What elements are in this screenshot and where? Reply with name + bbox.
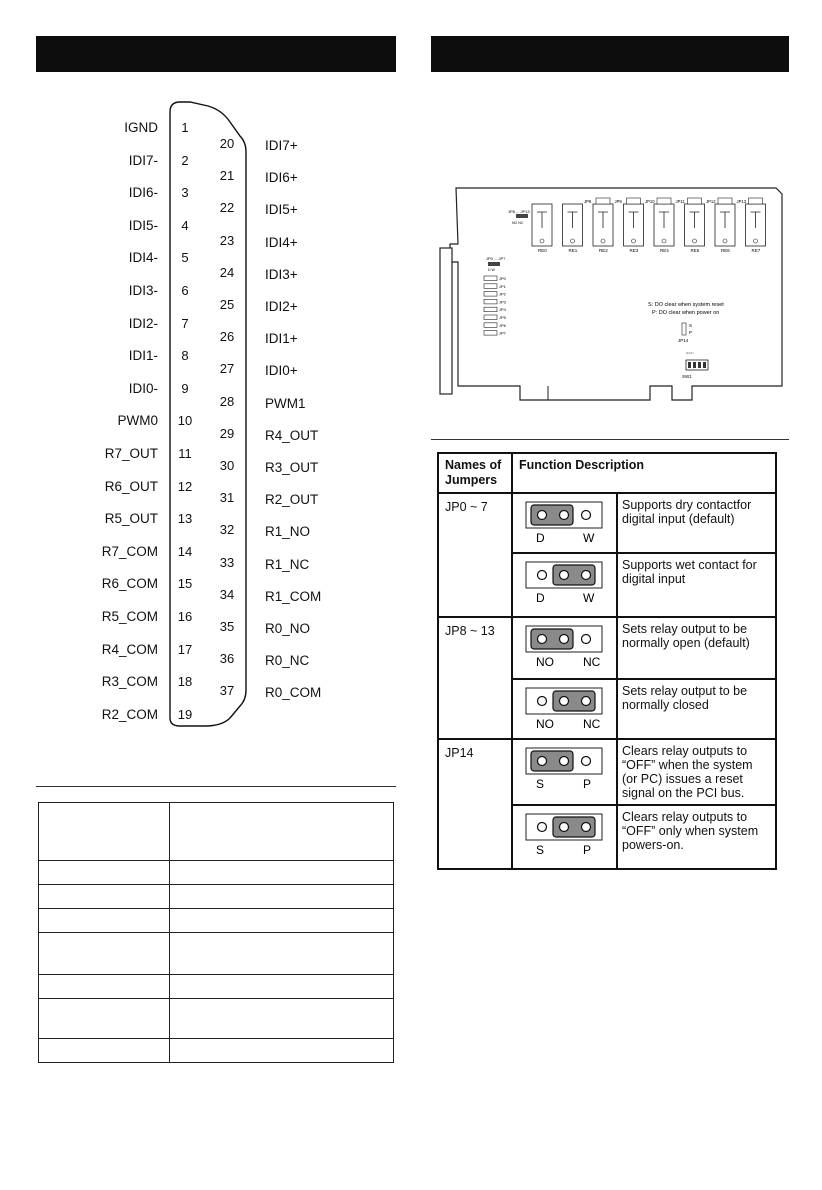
svg-text:NO: NO: [536, 655, 554, 669]
pin-label-35: R0_NO: [265, 621, 311, 636]
jumper-jp9: [615, 198, 641, 204]
jumper-pin: [560, 757, 569, 766]
section-divider-left: [36, 786, 396, 787]
jumper-jp5: [484, 315, 507, 320]
table-row: [39, 933, 394, 975]
pin-label-36: R0_NC: [265, 653, 310, 669]
pin-number-34: 34: [219, 586, 235, 602]
pin-number-12: 12: [177, 478, 193, 494]
pin-label-14: R7_COM: [101, 543, 158, 559]
pin-number-31: 31: [219, 490, 235, 506]
dw-label: D W: [488, 268, 495, 272]
pin-label-13: R5_OUT: [104, 511, 158, 527]
relay-re3: [624, 204, 644, 253]
svg-text:JP3: JP3: [499, 299, 506, 305]
pin-number-28: 28: [219, 393, 235, 409]
pin-number-18: 18: [177, 674, 193, 690]
jumper-pin: [538, 823, 547, 832]
jumper-pin: [582, 757, 591, 766]
pin-number-27: 27: [219, 361, 235, 377]
pin-label-25: IDI2+: [265, 299, 298, 314]
jumper-jp10: [645, 198, 671, 204]
pin-label-34: R1_COM: [265, 588, 322, 604]
svg-text:W: W: [583, 591, 595, 605]
pin-label-26: IDI1+: [265, 331, 298, 347]
pin-label-8: IDI1-: [128, 348, 158, 364]
table-row: [438, 617, 776, 679]
table-row: [39, 999, 394, 1039]
jumper-jp13: [737, 198, 763, 204]
left-header-bar: [36, 36, 396, 72]
jumper-group-name: JP14: [438, 739, 512, 869]
pin-number-4: 4: [181, 217, 189, 233]
pin-label-5: IDI4-: [128, 250, 158, 266]
svg-text:S: S: [536, 777, 545, 791]
pin-number-21: 21: [219, 168, 235, 184]
svg-text:P: P: [583, 843, 592, 857]
svg-text:JP10: JP10: [645, 199, 655, 204]
header-function-description: Function Description: [512, 453, 776, 493]
pin-number-7: 7: [181, 315, 189, 331]
pin-number-26: 26: [219, 329, 235, 345]
no-nc-label: NO NC: [512, 221, 524, 225]
jumper-pin: [560, 697, 569, 706]
svg-text:S: S: [689, 323, 693, 328]
svg-text:JP0: JP0: [499, 276, 506, 281]
pin-number-13: 13: [177, 511, 193, 527]
table-row: [438, 493, 776, 553]
svg-text:RE3: RE3: [629, 248, 639, 253]
svg-text:JP1: JP1: [499, 283, 506, 289]
pin-label-1: IGND: [124, 120, 158, 135]
jumper-setting-figure: [512, 679, 617, 739]
pin-number-37: 37: [219, 683, 235, 699]
svg-text:NC: NC: [583, 655, 601, 669]
jp-left-header: JP0 ... JP7: [486, 256, 506, 261]
jumper-function-description: Sets relay output to be normally open (default): [617, 617, 776, 679]
svg-text:RE2: RE2: [599, 248, 608, 253]
relay-re1: [563, 204, 583, 253]
pin-label-21: IDI6+: [265, 170, 298, 186]
svg-text:□□□□: □□□□: [686, 351, 694, 355]
pin-label-23: IDI4+: [265, 234, 298, 250]
jumper-jp7: [484, 331, 507, 336]
svg-text:JP11: JP11: [675, 199, 685, 204]
pin-label-29: R4_OUT: [265, 427, 319, 443]
jumper-function-description: Supports wet contact for digital input: [617, 553, 776, 617]
pin-label-22: IDI5+: [265, 202, 298, 218]
svg-text:D: D: [536, 591, 545, 605]
relay-re4: [654, 204, 674, 253]
pin-label-37: R0_COM: [265, 685, 322, 701]
pin-label-24: IDI3+: [265, 266, 298, 282]
jumper-function-description: Clears relay outputs to “OFF” only when system powers-on.: [617, 805, 776, 869]
svg-text:NC: NC: [583, 717, 601, 731]
pin-label-20: IDI7+: [265, 138, 298, 153]
relay-re6: [715, 204, 735, 253]
jumper-function-description: Clears relay outputs to “OFF” when the system (or PC) issues a reset signal on the PCI bus.: [617, 739, 776, 805]
table-row: [39, 1039, 394, 1063]
table-row: [39, 885, 394, 909]
jumper-jp1: [484, 284, 507, 289]
jumper-pin: [538, 571, 547, 580]
svg-text:NO: NO: [536, 717, 554, 731]
jumper-pin: [538, 511, 547, 520]
section-divider-right: [431, 439, 789, 440]
pin-label-16: R5_COM: [101, 609, 158, 624]
svg-text:D: D: [536, 531, 545, 545]
pin-label-31: R2_OUT: [265, 492, 319, 508]
pin-number-22: 22: [219, 200, 235, 216]
relay-re7: [746, 204, 766, 253]
jumper-jp12: [706, 198, 732, 204]
pin-number-29: 29: [219, 425, 235, 441]
svg-text:JP7: JP7: [499, 330, 506, 336]
jumper-function-description: Sets relay output to be normally closed: [617, 679, 776, 739]
pin-label-12: R6_OUT: [104, 478, 158, 494]
jumper-jp11: [676, 198, 702, 204]
jumper-pin: [560, 571, 569, 580]
pin-number-5: 5: [181, 250, 189, 266]
pin-number-24: 24: [219, 264, 235, 280]
svg-text:RE4: RE4: [660, 248, 669, 253]
svg-text:JP13: JP13: [736, 199, 747, 204]
board-note-2: P: DO clear when power on: [652, 310, 720, 316]
pin-label-17: R4_COM: [101, 641, 158, 657]
jumper-table: [437, 452, 777, 870]
pin-label-19: R2_COM: [101, 706, 158, 722]
svg-text:JP5: JP5: [499, 315, 506, 320]
jumper-group-name: JP0 ~ 7: [438, 493, 512, 617]
svg-text:JP4: JP4: [499, 307, 506, 313]
svg-text:RE6: RE6: [721, 248, 730, 253]
jumper-pin: [538, 635, 547, 644]
jumper-setting-figure: [512, 617, 617, 679]
relay-re5: [685, 204, 705, 253]
spec-table: [38, 802, 394, 1063]
pin-label-15: R6_COM: [101, 576, 158, 592]
board-diagram: [436, 186, 788, 408]
pin-number-15: 15: [177, 576, 193, 592]
pin-number-20: 20: [219, 136, 235, 151]
svg-text:RE5: RE5: [690, 248, 700, 253]
jumper-pin: [560, 823, 569, 832]
svg-text:S: S: [536, 843, 545, 857]
jumper-pin: [538, 697, 547, 706]
pin-number-32: 32: [219, 522, 235, 538]
right-header-bar: [431, 36, 789, 72]
svg-text:W: W: [583, 531, 595, 545]
svg-text:JP6: JP6: [499, 322, 506, 328]
svg-text:JP8: JP8: [584, 199, 592, 204]
jumper-setting-figure: [512, 553, 617, 617]
jumper-jp4: [484, 307, 507, 312]
jumper-pin: [582, 635, 591, 644]
jumper-setting-figure: [512, 805, 617, 869]
pin-label-32: R1_NO: [265, 524, 311, 540]
pin-number-16: 16: [177, 609, 193, 624]
pin-label-6: IDI3-: [128, 283, 158, 298]
pin-number-19: 19: [177, 706, 193, 722]
pin-label-9: IDI0-: [128, 380, 158, 396]
pin-number-8: 8: [181, 348, 189, 364]
pin-number-9: 9: [181, 380, 189, 396]
svg-text:JP9: JP9: [614, 199, 622, 204]
sw1-label: SW1: [682, 374, 692, 379]
table-row: [39, 861, 394, 885]
header-jumper-names: Names of Jumpers: [438, 453, 512, 493]
jumper-pin: [582, 571, 591, 580]
pin-label-27: IDI0+: [265, 363, 298, 379]
jumper-group-name: JP8 ~ 13: [438, 617, 512, 739]
pin-number-23: 23: [219, 232, 235, 248]
pin-number-6: 6: [181, 283, 189, 298]
svg-text:RE1: RE1: [568, 248, 578, 253]
pin-label-33: R1_NC: [265, 556, 310, 572]
board-note-1: S: DO clear when system reset: [648, 302, 724, 308]
pin-number-35: 35: [219, 619, 235, 634]
jumper-pin: [538, 757, 547, 766]
pin-number-36: 36: [219, 651, 235, 667]
pin-label-28: PWM1: [265, 395, 306, 411]
jumper-jp6: [484, 323, 507, 328]
svg-text:JP12: JP12: [706, 199, 716, 204]
pin-label-2: IDI7-: [128, 152, 158, 168]
pin-label-18: R3_COM: [101, 674, 158, 690]
pin-label-4: IDI5-: [128, 217, 158, 233]
jumper-pin: [582, 823, 591, 832]
pin-label-7: IDI2-: [128, 315, 158, 331]
pin-number-25: 25: [219, 297, 235, 312]
pin-label-30: R3_OUT: [265, 460, 319, 475]
jumper-jp2: [484, 292, 507, 297]
pin-number-3: 3: [181, 185, 189, 201]
svg-text:JP2: JP2: [499, 291, 506, 297]
svg-text:P: P: [583, 777, 592, 791]
jumper-pin: [560, 511, 569, 520]
pin-label-11: R7_OUT: [104, 446, 158, 461]
jp-small-label: JP8 ... JP13: [508, 209, 530, 214]
pin-number-10: 10: [177, 413, 193, 429]
table-row: [39, 803, 394, 861]
table-row: [39, 975, 394, 999]
jumper-pin: [582, 697, 591, 706]
table-row: [39, 909, 394, 933]
relay-re0: [532, 204, 552, 253]
jumper-pin: [560, 635, 569, 644]
relay-re2: [593, 204, 613, 253]
jp14-label: JP14: [678, 338, 689, 343]
dsub-connector: [440, 248, 452, 394]
pin-number-17: 17: [177, 641, 193, 657]
jumper-setting-figure: [512, 493, 617, 553]
svg-text:P: P: [689, 330, 693, 335]
table-row: [438, 739, 776, 805]
svg-text:RE0: RE0: [538, 248, 547, 253]
jumper-function-description: Supports dry contactfor digital input (default): [617, 493, 776, 553]
pin-number-11: 11: [178, 446, 192, 461]
pin-number-30: 30: [219, 458, 235, 473]
pin-number-14: 14: [177, 543, 193, 559]
pin-label-3: IDI6-: [128, 185, 158, 201]
jumper-jp0: [484, 276, 507, 281]
jumper-jp3: [484, 299, 507, 304]
pin-number-2: 2: [181, 152, 189, 168]
jumper-setting-figure: [512, 739, 617, 805]
jumper-pin: [582, 511, 591, 520]
pin-number-33: 33: [219, 554, 235, 570]
jumper-jp8: [584, 198, 610, 204]
pin-label-10: PWM0: [117, 413, 158, 429]
table-header-row: [438, 453, 776, 493]
pin-number-1: 1: [181, 120, 189, 135]
svg-text:RE7: RE7: [751, 248, 761, 253]
